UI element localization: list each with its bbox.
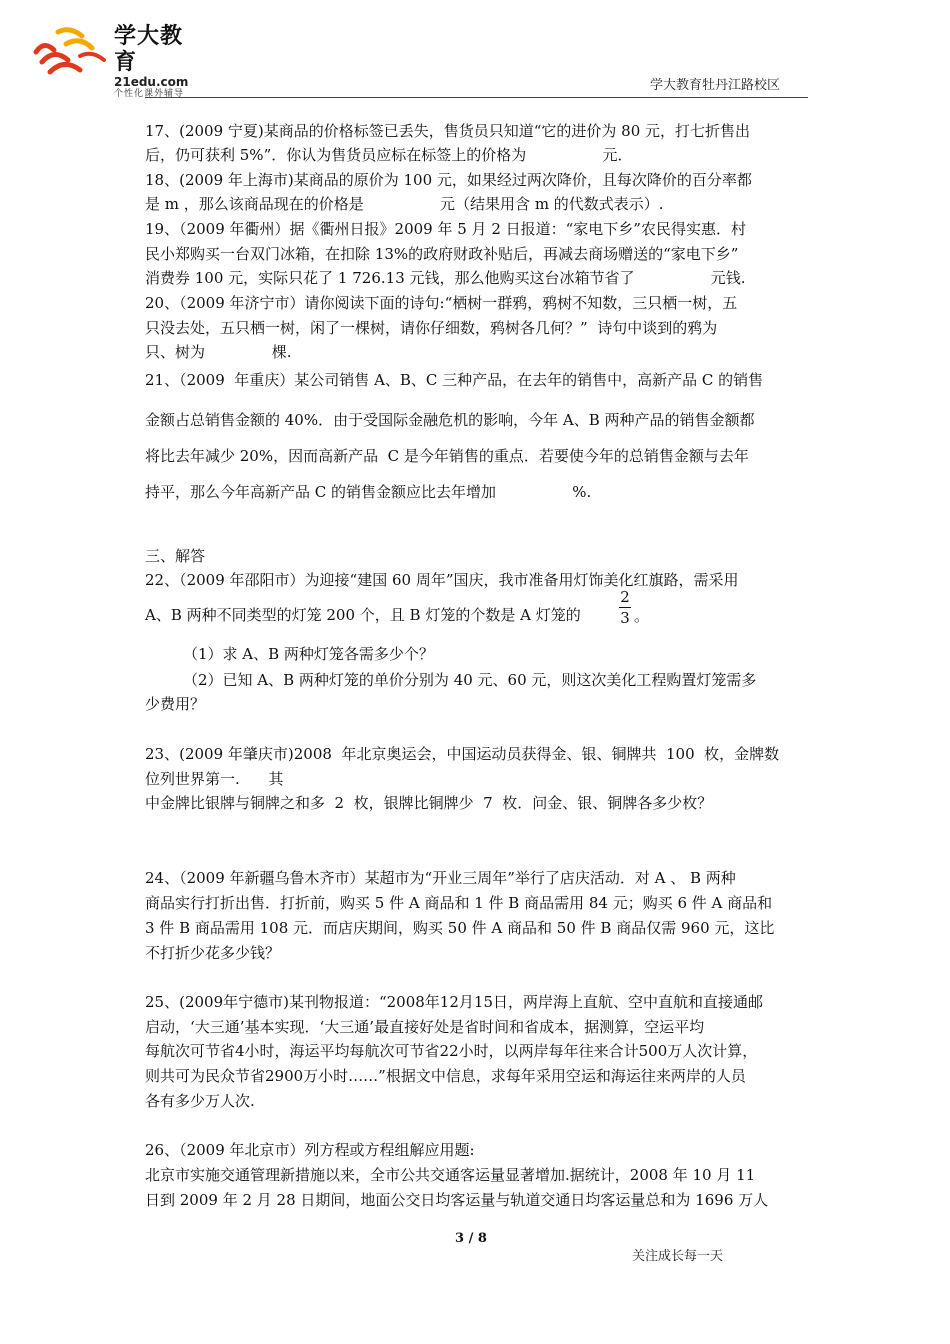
q20-line-1: 20、（2009 年济宁市）请你阅读下面的诗句:“栖树一群鸦，鸦树不知数，三只栖一树，五 — [145, 294, 738, 312]
q26-line-3: 日到 2009 年 2 月 28 日期间，地面公交日均客运量与轨道交通日均客运量总和为 1696 万人 — [145, 1191, 769, 1209]
q19-line-3: 消费券 100 元，实际只花了 1 726.13 元钱，那么他购买这台冰箱节省了 元钱. — [145, 269, 746, 287]
q21-line-3: 将比去年减少 20%，因而高新产品 C 是今年销售的重点．若要使今年的总销售金额与去年 — [145, 447, 749, 465]
q19-line-2: 民小郑购买一台双门冰箱，在扣除 13%的政府财政补贴后，再减去商场赠送的“家电下乡” — [145, 245, 739, 263]
logo-slogan: 个性化课外辅导 — [114, 89, 185, 99]
q24-line-3: 3 件 B 商品需用 108 元．而店庆期间，购买 50 件 A 商品和 50 件 B 商品仅需 960 元，这比 — [145, 919, 775, 937]
fraction-two-thirds — [619, 588, 631, 627]
q24-line-4: 不打折少花多少钱？ — [145, 944, 281, 962]
logo — [30, 22, 189, 99]
q25-line-2: 启动，‘大三通’基本实现．‘大三通’最直接好处是省时间和省成本，据测算，空运平均 — [145, 1018, 705, 1036]
fraction-trailing-mark: 。 — [634, 607, 650, 625]
q18-line-1: 18、(2009 年上海市)某商品的原价为 100 元，如果经过两次降价，且每次降价的百分率都 — [145, 171, 752, 189]
q26-line-2: 北京市实施交通管理新措施以来，全市公共交通客运量显著增加.据统计，2008 年 10 月 11 — [145, 1166, 756, 1184]
q22-part-1: （1）求 A、B 两种灯笼各需多少个？ — [183, 645, 434, 663]
logo-url: 21edu.com — [114, 75, 189, 89]
fraction-denominator: 3 — [620, 609, 630, 627]
header-divider — [145, 97, 808, 98]
fraction-bar — [619, 607, 631, 608]
q24-line-1: 24、（2009 年新疆乌鲁木齐市）某超市为“开业三周年”举行了店庆活动．对 A 、 B 两种 — [145, 869, 736, 887]
q20-line-3: 只、树为 棵. — [145, 343, 292, 361]
q18-line-2: 是 m ，那么该商品现在的价格是 元（结果用含 m 的代数式表示）. — [145, 195, 664, 213]
q25-line-1: 25、(2009年宁德市)某刊物报道：“2008年12月15日，两岸海上直航、空中直航和直接通邮 — [145, 993, 763, 1011]
q20-line-2: 只没去处，五只栖一树，闲了一棵树，请你仔细数，鸦树各几何？” 诗句中谈到的鸦为 — [145, 319, 718, 337]
q26-line-1: 26、（2009 年北京市）列方程或方程组解应用题: — [145, 1141, 475, 1159]
q22-line-2: A、B 两种不同类型的灯笼 200 个，且 B 灯笼的个数是 A 灯笼的 — [145, 606, 581, 624]
q19-line-1: 19、（2009 年衢州）据《衢州日报》2009 年 5 月 2 日报道：“家电下乡”农民得实惠．村 — [145, 220, 746, 238]
q21-line-2: 金额占总销售金额的 40%．由于受国际金融危机的影响，今年 A、B 两种产品的销售金额都 — [145, 411, 755, 429]
section-heading: 三、解答 — [145, 547, 206, 565]
logo-name: 学大教育 — [114, 24, 184, 75]
q17-line-2: 后，仍可获利 5%”．你认为售货员应标在标签上的价格为 元． — [145, 146, 633, 164]
q25-line-3: 每航次可节省4小时，海运平均每航次可节省22小时，以两岸每年往来合计500万人次计算， — [145, 1042, 758, 1060]
q25-line-4: 则共可为民众节省2900万小时……”根据文中信息，求每年采用空运和海运往来两岸的人员 — [145, 1067, 746, 1085]
campus-name: 学大教育牡丹江路校区 — [650, 78, 781, 93]
q21-line-4: 持平，那么今年高新产品 C 的销售金额应比去年增加 %. — [145, 483, 592, 501]
q23-line-3: 中金牌比银牌与铜牌之和多 2 枚，银牌比铜牌少 7 枚．问金、银、铜牌各多少枚？ — [145, 794, 713, 812]
q25-line-5: 各有多少万人次. — [145, 1092, 255, 1110]
q17-line-1: 17、(2009 宁夏)某商品的价格标签已丢失，售货员只知道“它的进价为 80 元，打七折售出 — [145, 122, 751, 140]
q24-line-2: 商品实行打折出售．打折前，购买 5 件 A 商品和 1 件 B 商品需用 84 元；购买 6 件 A 商品和 — [145, 894, 773, 912]
fraction-numerator: 2 — [620, 588, 630, 606]
q22-part-2-cont: 少费用？ — [145, 695, 206, 713]
q23-line-1: 23、(2009 年肇庆市)2008 年北京奥运会，中国运动员获得金、银、铜牌共 100 枚，金牌数 — [145, 745, 780, 763]
q22-line-1: 22、（2009 年邵阳市）为迎接“建国 60 周年”国庆，我市准备用灯饰美化红旗路，需采用 — [145, 571, 739, 589]
q21-line-1: 21、（2009 年重庆）某公司销售 A、B、C 三种产品，在去年的销售中，高新产品 C 的销售 — [145, 371, 764, 389]
page-number: 3 / 8 — [455, 1231, 487, 1246]
footer-slogan: 关注成长每一天 — [632, 1249, 724, 1264]
q23-line-2: 位列世界第一. 其 — [145, 770, 284, 788]
logo-mark-icon — [30, 22, 110, 76]
q22-part-2: （2）已知 A、B 两种灯笼的单价分别为 40 元、60 元，则这次美化工程购置灯笼需多 — [183, 671, 757, 689]
